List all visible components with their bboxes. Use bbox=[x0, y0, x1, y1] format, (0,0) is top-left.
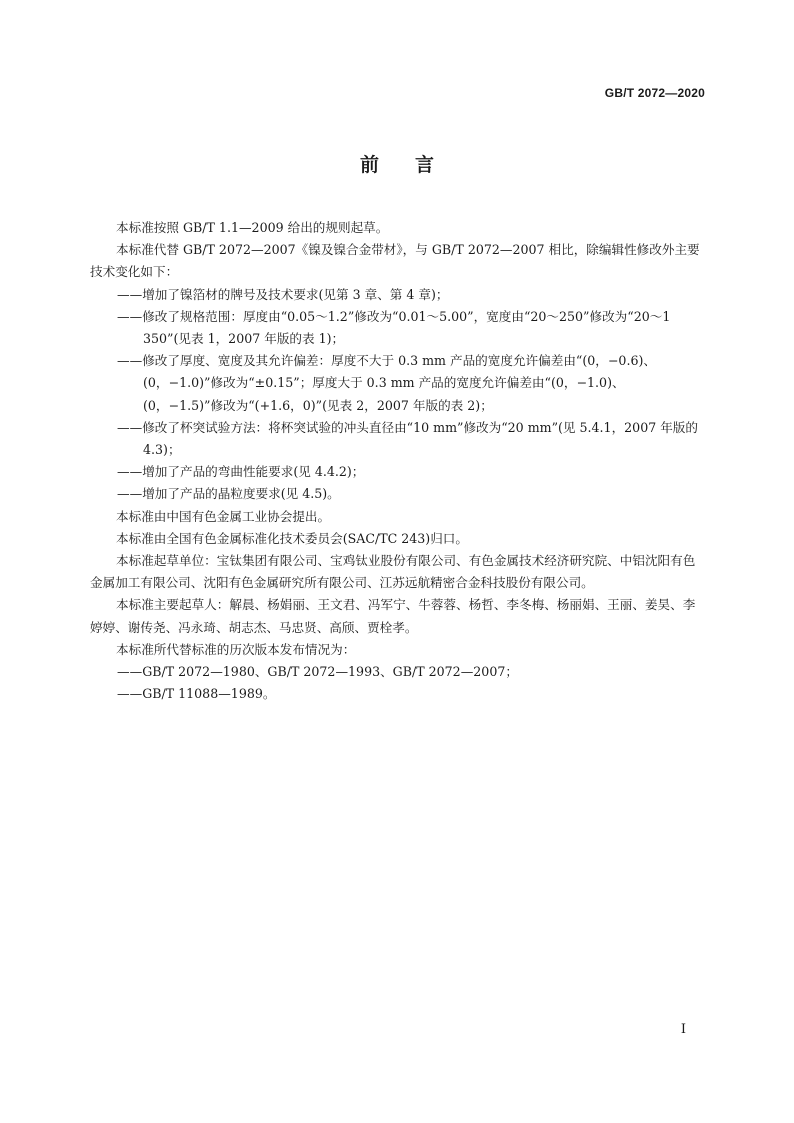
paragraph: 本标准由中国有色金属工业协会提出。 bbox=[116, 508, 331, 524]
paragraph: 本标准所代替标准的历次版本发布情况为： bbox=[116, 641, 356, 657]
page-title: 前言 bbox=[359, 154, 470, 176]
history-item: ——GB/T 11088—1989。 bbox=[117, 686, 276, 702]
history-item: ——GB/T 2072—1980、GB/T 2072—1993、GB/T 2072—2007； bbox=[117, 664, 518, 680]
standard-code: GB/T 2072—2020 bbox=[604, 86, 705, 100]
paragraph: 本标准代替 GB/T 2072—2007《镍及镍合金带材》，与 GB/T 2072—2007 相比，除编辑性修改外主要技术变化如下： bbox=[90, 242, 700, 280]
change-item: ——增加了产品的晶粒度要求(见 4.5)。 bbox=[117, 486, 340, 502]
change-item: ——修改了杯突试验方法：将杯突试验的冲头直径由“10 mm”修改为“20 mm”(见 5.4.1，2007 年版的 4.3)； bbox=[117, 419, 698, 458]
paragraph: 本标准按照 GB/T 1.1—2009 给出的规则起草。 bbox=[116, 220, 389, 235]
paragraph: 本标准起草单位：宝钛集团有限公司、宝鸡钛业股份有限公司、有色金属技术经济研究院、中铝沈阳有色金属加工有限公司、沈阳有色金属研究所有限公司、江苏远航精密合金科技股份有限公司。 bbox=[90, 553, 696, 591]
change-item: ——修改了规格范围：厚度由“0.05～1.2”修改为“0.01～5.00”，宽度由“20～250”修改为“20～1 350”(见表 1，2007 年版的表 1)； bbox=[117, 308, 671, 347]
change-item: ——增加了镍箔材的牌号及技术要求(见第 3 章、第 4 章)； bbox=[117, 286, 449, 302]
paragraph: 本标准主要起草人：解晨、杨娟丽、王文君、冯军宁、牛蓉蓉、杨哲、李冬梅、杨丽娟、王丽、姜昊、李婷婷、谢传尧、冯永琦、胡志杰、马忠贤、高颀、贾栓孝。 bbox=[90, 597, 696, 635]
change-item: ——修改了厚度、宽度及其允许偏差：厚度不大于 0.3 mm 产品的宽度允许偏差由“(0，−0.6)、(0，−1.0)”修改为“±0.15”；厚度大于 0.3 mm 产品的宽度允许偏差由“(0，−1.0)、(0，−1.5)”修改为“(+1.6，0)”(见表 2，2007 年版的表 2)； bbox=[117, 353, 656, 413]
foreword-body bbox=[90, 217, 704, 705]
change-item: ——增加了产品的弯曲性能要求(见 4.4.2)； bbox=[117, 464, 365, 480]
paragraph: 本标准由全国有色金属标准化技术委员会(SAC/TC 243)归口。 bbox=[116, 530, 468, 546]
page-number: I bbox=[680, 1022, 686, 1037]
